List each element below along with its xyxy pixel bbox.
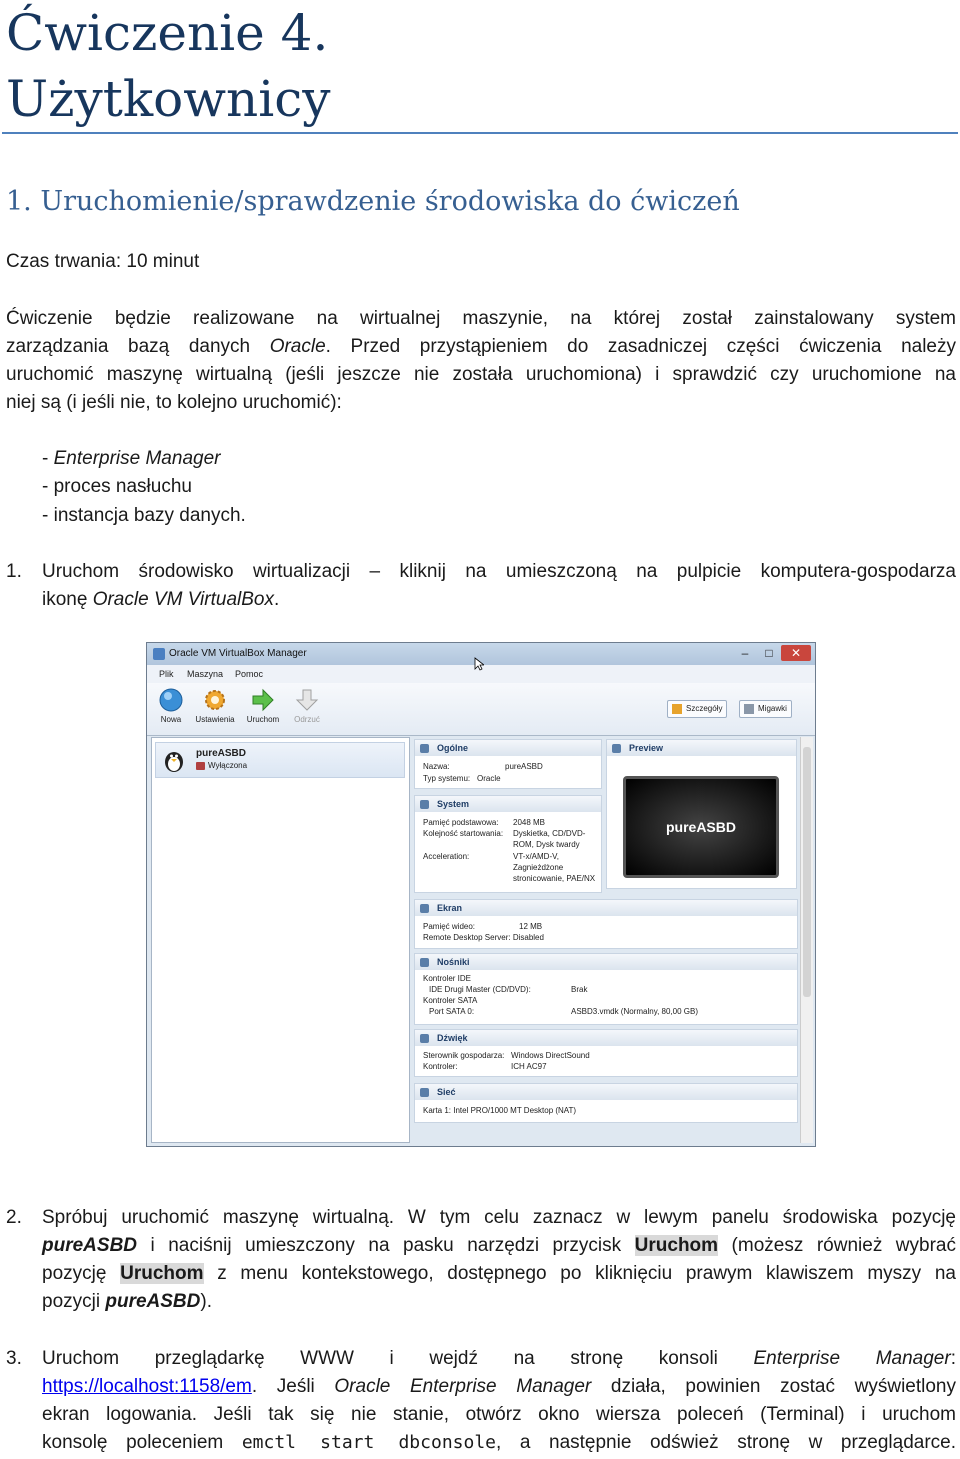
field-label: IDE Drugi Master (CD/DVD): bbox=[429, 985, 531, 994]
vm-name-term: pureASBD bbox=[42, 1235, 138, 1256]
step-text: i naciśnij umieszczony na pasku narzędzi przycisk bbox=[137, 1235, 635, 1256]
field-label: Pamięć podstawowa: bbox=[423, 818, 499, 827]
list-item-instance: - instancja bazy danych. bbox=[42, 505, 246, 526]
enterprise-manager-term: Enterprise Manager bbox=[753, 1348, 951, 1369]
command-text: emctl start dbconsole bbox=[241, 1432, 497, 1453]
field-value: Oracle bbox=[477, 774, 501, 783]
start-button[interactable] bbox=[241, 687, 285, 724]
field-value: Windows DirectSound bbox=[511, 1051, 590, 1060]
title-line-2: Użytkownicy bbox=[6, 70, 331, 128]
step-text: ikonę bbox=[42, 589, 93, 610]
step-text: pozycję bbox=[42, 1263, 121, 1284]
field-label: Acceleration: bbox=[423, 852, 470, 861]
field-value: 12 MB bbox=[519, 922, 543, 931]
start-arrow-icon bbox=[250, 687, 276, 713]
field-label: Remote Desktop Server: Disabled bbox=[423, 933, 544, 942]
field-label: Port SATA 0: bbox=[429, 1007, 475, 1016]
menu-item-maszyna[interactable]: Maszyna bbox=[187, 669, 224, 679]
window-title: Oracle VM VirtualBox Manager bbox=[169, 648, 307, 659]
field-label: Typ systemu: bbox=[423, 774, 471, 783]
section-title: Ogólne bbox=[437, 743, 468, 753]
intro-text: zarządzania bazą danych bbox=[6, 336, 270, 357]
virtualbox-app-icon bbox=[153, 648, 165, 660]
discard-label: Odrzuć bbox=[294, 715, 320, 724]
monitor-icon bbox=[420, 904, 429, 913]
section-title: Nośniki bbox=[437, 957, 470, 967]
list-item-listener: - proces nasłuchu bbox=[42, 476, 192, 497]
section-title: Sieć bbox=[437, 1087, 456, 1097]
field-value: ASBD3.vmdk (Normalny, 80,00 GB) bbox=[571, 1007, 699, 1016]
vm-list-panel bbox=[151, 737, 410, 1143]
intro-line-3: uruchomić maszynę wirtualną (jeśli jeszcze nie została uruchomiona) i sprawdzić czy uruchomione na bbox=[6, 364, 956, 385]
list-dash: - bbox=[42, 448, 54, 469]
start-button-term: Uruchom bbox=[120, 1263, 204, 1284]
step-text: działa, powinien zostać wyświetlony bbox=[591, 1376, 956, 1397]
section-title: Ekran bbox=[437, 903, 463, 913]
step-3-number: 3. bbox=[6, 1348, 22, 1369]
menu-item-plik[interactable]: Plik bbox=[159, 669, 174, 679]
display-section bbox=[414, 899, 798, 949]
details-icon bbox=[672, 704, 682, 714]
preview-section bbox=[606, 739, 797, 889]
field-value: VT-x/AMD-V, bbox=[513, 852, 559, 861]
tux-penguin-icon bbox=[161, 747, 187, 773]
field-label: Kolejność startowania: bbox=[423, 829, 504, 838]
preview-label: pureASBD bbox=[665, 819, 736, 835]
toolbar bbox=[147, 683, 815, 736]
step-text: ). bbox=[200, 1291, 212, 1312]
field-value: 2048 MB bbox=[513, 818, 546, 827]
vm-preview-screen bbox=[623, 776, 779, 878]
title-divider bbox=[2, 132, 958, 134]
general-icon bbox=[420, 744, 429, 753]
section-title: Dźwięk bbox=[437, 1033, 468, 1043]
details-scrollbar[interactable] bbox=[800, 737, 813, 1143]
field-value: pureASBD bbox=[505, 762, 543, 771]
new-button[interactable] bbox=[149, 687, 193, 724]
step-text: Uruchom przeglądarkę WWW i wejdź na stronę konsoli bbox=[42, 1348, 754, 1369]
vm-details-panel bbox=[414, 737, 798, 1143]
section-title: Uruchomienie/sprawdzenie środowiska do ćwiczeń bbox=[40, 186, 740, 217]
field-value: Dyskietka, CD/DVD- bbox=[513, 829, 586, 838]
maximize-icon[interactable]: □ bbox=[765, 646, 773, 660]
details-label: Szczegóły bbox=[686, 704, 723, 713]
step-2-line-3 bbox=[42, 1260, 956, 1288]
field-label: Sterownik gospodarza: bbox=[423, 1051, 505, 1060]
step-2-line-1: Spróbuj uruchomić maszynę wirtualną. W tym celu zaznacz w lewym panelu środowiska pozycję bbox=[42, 1207, 956, 1228]
network-section bbox=[414, 1083, 798, 1123]
field-value: ICH AC97 bbox=[511, 1062, 547, 1071]
step-text: z menu kontekstowego, dostępnego po kliknięciu prawym klawiszem myszy na bbox=[203, 1263, 956, 1284]
network-icon bbox=[420, 1088, 429, 1097]
duration-text: Czas trwania: 10 minut bbox=[6, 251, 200, 272]
intro-text: . Przed przystąpieniem do zasadniczej części ćwiczenia należy bbox=[325, 336, 956, 357]
step-1-number: 1. bbox=[6, 561, 22, 582]
step-2-line-4 bbox=[42, 1288, 956, 1316]
oem-term: Oracle Enterprise Manager bbox=[334, 1376, 592, 1397]
section-heading bbox=[6, 183, 740, 221]
new-label: Nowa bbox=[160, 715, 182, 724]
vm-name: pureASBD bbox=[196, 748, 247, 759]
em-console-link[interactable]: https://localhost:1158/em bbox=[42, 1376, 252, 1397]
vm-state: Wyłączona bbox=[208, 761, 248, 770]
snapshots-button[interactable] bbox=[739, 700, 792, 718]
vm-name-term: pureASBD bbox=[105, 1291, 201, 1312]
start-label: Uruchom bbox=[246, 715, 280, 724]
step-text: konsolę poleceniem bbox=[42, 1432, 242, 1453]
field-label: Kontroler: bbox=[423, 1062, 458, 1071]
step-3-line-4 bbox=[42, 1429, 956, 1457]
step-3-line-3: ekran logowania. Jeśli tak się nie stanie, otwórz okno wiersza poleceń (Terminal) i uruchom bbox=[42, 1404, 956, 1425]
general-section bbox=[414, 739, 602, 789]
section-title: System bbox=[437, 799, 470, 809]
details-button[interactable] bbox=[667, 700, 727, 718]
step-1-line-2 bbox=[42, 586, 956, 614]
intro-line-2 bbox=[6, 333, 956, 361]
storage-section bbox=[414, 953, 798, 1025]
camera-icon bbox=[744, 704, 754, 714]
title-line-1: Ćwiczenie 4. bbox=[6, 4, 329, 62]
page-title bbox=[6, 0, 330, 132]
section-number: 1. bbox=[6, 186, 32, 217]
field-value: Zagnieżdżone bbox=[513, 863, 564, 872]
settings-button[interactable] bbox=[193, 687, 237, 724]
step-3-line-2 bbox=[42, 1373, 956, 1401]
intro-line-4: niej są (i jeśli nie, to kolejno uruchomić): bbox=[6, 392, 342, 413]
minimize-icon[interactable]: – bbox=[741, 646, 749, 660]
powered-off-icon bbox=[196, 762, 205, 770]
chip-icon bbox=[420, 800, 429, 809]
start-button-term: Uruchom bbox=[634, 1235, 719, 1256]
field-label: Kontroler IDE bbox=[423, 974, 472, 983]
step-text: . bbox=[273, 589, 280, 610]
field-label: Pamięć wideo: bbox=[423, 922, 476, 931]
list-item-enterprise-manager bbox=[42, 445, 956, 473]
vm-list-item[interactable] bbox=[155, 742, 405, 778]
step-text: . Jeśli bbox=[251, 1376, 335, 1397]
discard-arrow-icon bbox=[294, 687, 320, 713]
field-label: Kontroler SATA bbox=[423, 996, 478, 1005]
close-icon[interactable]: ✕ bbox=[781, 645, 811, 661]
step-text: pozycji bbox=[42, 1291, 106, 1312]
list-item-label: Enterprise Manager bbox=[53, 448, 221, 469]
speaker-icon bbox=[420, 1034, 429, 1043]
scrollbar-thumb[interactable] bbox=[803, 747, 811, 997]
field-value: ROM, Dysk twardy bbox=[513, 840, 580, 849]
disk-icon bbox=[420, 958, 429, 967]
field-value: Brak bbox=[571, 985, 588, 994]
settings-gear-icon bbox=[202, 687, 228, 713]
step-2-line-2 bbox=[42, 1232, 956, 1260]
step-text: : bbox=[950, 1348, 956, 1369]
section-title: Preview bbox=[629, 743, 664, 753]
virtualbox-screenshot bbox=[146, 642, 816, 1147]
step-text: , a następnie odśwież stronę w przeglądarce. bbox=[496, 1432, 957, 1453]
oracle-term: Oracle bbox=[269, 336, 326, 357]
field-label: Nazwa: bbox=[423, 762, 450, 771]
audio-section bbox=[414, 1029, 798, 1077]
step-1-line-1: Uruchom środowisko wirtualizacji – kliknij na umieszczoną na pulpicie komputera-gospodarza bbox=[42, 561, 956, 582]
discard-button[interactable] bbox=[285, 687, 329, 724]
new-vm-icon bbox=[158, 687, 184, 713]
field-value: Karta 1: Intel PRO/1000 MT Desktop (NAT) bbox=[423, 1106, 577, 1115]
settings-label: Ustawienia bbox=[195, 715, 235, 724]
intro-line-1: Ćwiczenie będzie realizowane na wirtualnej maszynie, na której został zainstalowany system bbox=[6, 308, 956, 329]
preview-icon bbox=[612, 744, 621, 753]
step-2-number: 2. bbox=[6, 1207, 22, 1228]
mouse-cursor-icon bbox=[474, 657, 484, 671]
step-text: (możesz również wybrać bbox=[718, 1235, 956, 1256]
step-3-line-1 bbox=[42, 1345, 956, 1373]
menu-item-pomoc[interactable]: Pomoc bbox=[235, 669, 264, 679]
snapshots-label: Migawki bbox=[758, 704, 787, 713]
system-section bbox=[414, 795, 602, 893]
field-value: stronicowanie, PAE/NX bbox=[513, 874, 596, 883]
virtualbox-term: Oracle VM VirtualBox bbox=[92, 589, 274, 610]
